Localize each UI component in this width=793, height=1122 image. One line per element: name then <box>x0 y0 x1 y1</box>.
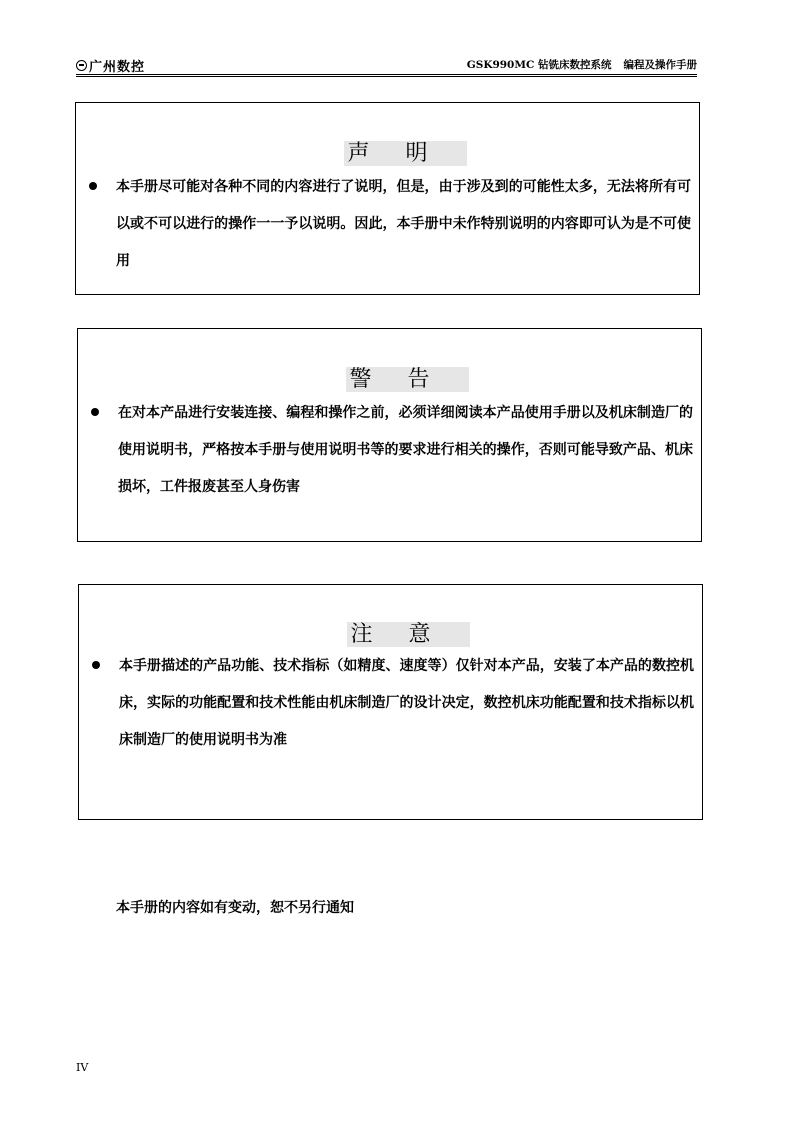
warning-heading: 警告 <box>78 362 701 393</box>
gsk-logo-icon <box>76 60 87 71</box>
brand-name: 广州数控 <box>89 60 146 75</box>
manual-title-left: GSK990MC 钻铣床数控系统 <box>466 59 612 71</box>
page-header <box>76 56 697 75</box>
statement-box <box>75 102 700 295</box>
brand <box>76 56 145 75</box>
bullet-icon <box>89 182 97 190</box>
header-rule <box>76 74 697 77</box>
warning-box <box>77 328 702 542</box>
warning-text: 在对本产品进行安装连接、编程和操作之前，必须详细阅读本产品使用手册以及机床制造厂的使用说明书，严格按本手册与使用说明书等的要求进行相关的操作，否则可能导致产品、机床损坏，工件报废甚至人身伤害 <box>118 405 693 495</box>
caution-heading: 注意 <box>79 617 702 648</box>
statement-heading: 声明 <box>76 136 699 167</box>
manual-title-right: 编程及操作手册 <box>623 59 697 71</box>
manual-title <box>467 57 697 72</box>
bullet-icon <box>92 661 100 669</box>
caution-text: 本手册描述的产品功能、技术指标（如精度、速度等）仅针对本产品，安装了本产品的数控机床，实际的功能配置和技术性能由机床制造厂的设计决定，数控机床功能配置和技术指标以机床制造厂的使用说明书为准 <box>119 658 694 748</box>
bullet-icon <box>91 408 99 416</box>
change-notice: 本手册的内容如有变动，恕不另行通知 <box>116 900 354 916</box>
statement-text: 本手册尽可能对各种不同的内容进行了说明，但是，由于涉及到的可能性太多，无法将所有可以或不可以进行的操作一一予以说明。因此，本手册中未作特别说明的内容即可认为是不可使用 <box>116 179 691 269</box>
caution-box <box>78 584 703 820</box>
page-number: IV <box>76 1061 89 1074</box>
